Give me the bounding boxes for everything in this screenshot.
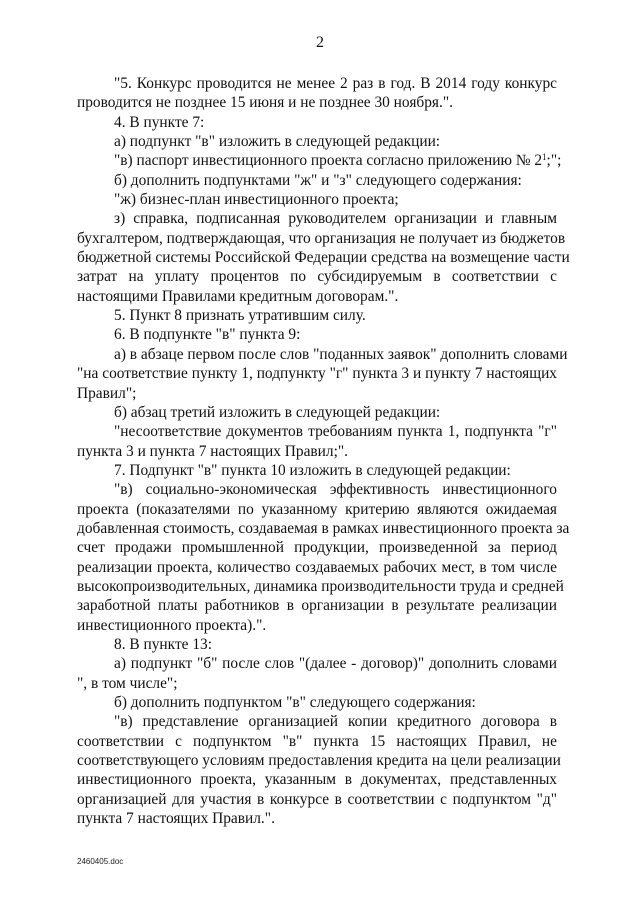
text-line <box>77 596 557 615</box>
text-line-content: ", в том числе"; <box>77 674 178 692</box>
file-name-footer: 2460405.doc <box>77 857 124 866</box>
text-line-content: "несоответствие документов требованиям пункта 1, подпункта "г" <box>114 423 557 441</box>
text-line <box>77 693 557 712</box>
text-line-content: соответствии с подпунктом "в" пункта 15 настоящих Правил, не <box>77 732 557 750</box>
text-line-content: "на соответствие пункту 1, подпункту "г" пункта 3 и пункту 7 настоящих <box>77 365 557 383</box>
text-line-content: добавленная стоимость, создаваемая в рамках инвестиционного проекта за <box>77 519 570 537</box>
text-line <box>77 384 557 403</box>
text-line-content: бухгалтером, подтверждающая, что организация не получает из бюджетов <box>77 229 566 247</box>
text-line-content: з) справка, подписанная руководителем организации и главным <box>114 210 557 228</box>
text-line-content: проекта (показателями по указанному критерию являются ожидаемая <box>77 500 557 518</box>
text-line-content: а) подпункт "в" изложить в следующей редакции: <box>114 133 441 151</box>
text-line-content: "в) социально-экономическая эффективность инвестиционного <box>114 481 557 499</box>
text-line <box>77 732 557 751</box>
text-line <box>77 558 557 577</box>
text-line <box>77 132 557 151</box>
text-line <box>77 770 557 789</box>
text-line-content: пункта 7 настоящих Правил.". <box>77 810 275 828</box>
text-line <box>77 790 557 809</box>
text-line <box>77 151 562 170</box>
text-line-content: 4. В пункте 7: <box>114 113 205 131</box>
text-line <box>77 538 557 557</box>
text-line <box>77 403 557 422</box>
text-line <box>77 712 557 731</box>
text-line <box>77 751 561 770</box>
page-number: 2 <box>316 34 324 51</box>
text-line-content: "в) паспорт инвестиционного проекта согласно приложению № 2 <box>114 152 543 170</box>
text-line <box>77 577 564 596</box>
text-line <box>77 654 557 673</box>
text-line-content: инвестиционного проекта).". <box>77 616 267 634</box>
text-line <box>77 480 557 499</box>
text-line-content: "ж) бизнес-план инвестиционного проекта; <box>114 191 399 209</box>
text-line-content: настоящими Правилами кредитным договорам.". <box>77 287 399 305</box>
text-line-content: пункта 3 и пункта 7 настоящих Правил;". <box>77 442 349 460</box>
text-line-content: "5. Конкурс проводится не менее 2 раз в год. В 2014 году конкурс <box>114 75 557 92</box>
text-line-content: высокопроизводительных, динамика производительности труда и средней <box>77 577 564 595</box>
document-body <box>77 74 570 828</box>
text-line-content: Правил"; <box>77 384 137 402</box>
text-line-content: 8. В пункте 13: <box>114 635 213 653</box>
text-line <box>77 422 557 441</box>
text-line-content: реализации проекта, количество создаваемых рабочих мест, в том числе <box>77 558 557 576</box>
text-line-content: 5. Пункт 8 признать утратившим силу. <box>114 307 366 325</box>
text-line-content: счет продажи промышленной продукции, произведенной за период <box>77 539 557 557</box>
text-line-content: "в) представление организацией копии кредитного договора в <box>114 713 557 731</box>
text-line-content: а) подпункт "б" после слов "(далее - договор)" дополнить словами <box>114 655 557 673</box>
text-line <box>77 190 557 209</box>
text-line-content: б) дополнить подпунктами "ж" и "з" следующего содержания: <box>114 171 522 189</box>
text-line-tail: ;"; <box>546 152 562 170</box>
text-line <box>77 325 557 344</box>
text-line-content: проводится не позднее 15 июня и не позднее 30 ноября.". <box>77 94 453 112</box>
text-line <box>77 229 566 248</box>
text-line <box>77 635 557 654</box>
text-line-content: 7. Подпункт "в" пункта 10 изложить в следующей редакции: <box>114 461 511 479</box>
text-line <box>77 171 557 190</box>
text-line <box>77 93 557 112</box>
text-line <box>77 248 570 267</box>
text-line-content: организацией для участия в конкурсе в соответствии с подпунктом "д" <box>77 790 557 808</box>
text-line <box>77 519 570 538</box>
text-line <box>77 209 557 228</box>
text-line-content: затрат на уплату процентов по субсидируемым в соответствии с <box>77 268 557 286</box>
text-line <box>77 287 557 306</box>
text-line <box>77 306 557 325</box>
text-line <box>77 616 557 635</box>
text-line-content: 6. В подпункте "в" пункта 9: <box>114 326 301 344</box>
text-line <box>77 442 557 461</box>
text-line <box>77 267 557 286</box>
text-line-content: заработной платы работников в организации в результате реализации <box>77 597 557 615</box>
text-line-content: инвестиционного проекта, указанным в документах, представленных <box>77 771 557 789</box>
text-line <box>77 74 557 93</box>
text-line <box>77 364 557 383</box>
text-line <box>77 809 557 828</box>
text-line <box>77 674 557 693</box>
text-line-content: бюджетной системы Российской Федерации средства на возмещение части <box>77 249 570 267</box>
text-line <box>77 113 557 132</box>
text-line <box>77 345 568 364</box>
text-line <box>77 461 557 480</box>
text-line-content: а) в абзаце первом после слов "поданных заявок" дополнить словами <box>114 345 568 363</box>
text-line-content: б) дополнить подпунктом "в" следующего содержания: <box>114 694 476 711</box>
text-line-content: б) абзац третий изложить в следующей редакции: <box>114 403 441 421</box>
superscript: 1 <box>542 152 547 163</box>
text-line <box>77 500 557 519</box>
text-line-content: соответствующего условиям предоставления кредита на цели реализации <box>77 752 561 770</box>
